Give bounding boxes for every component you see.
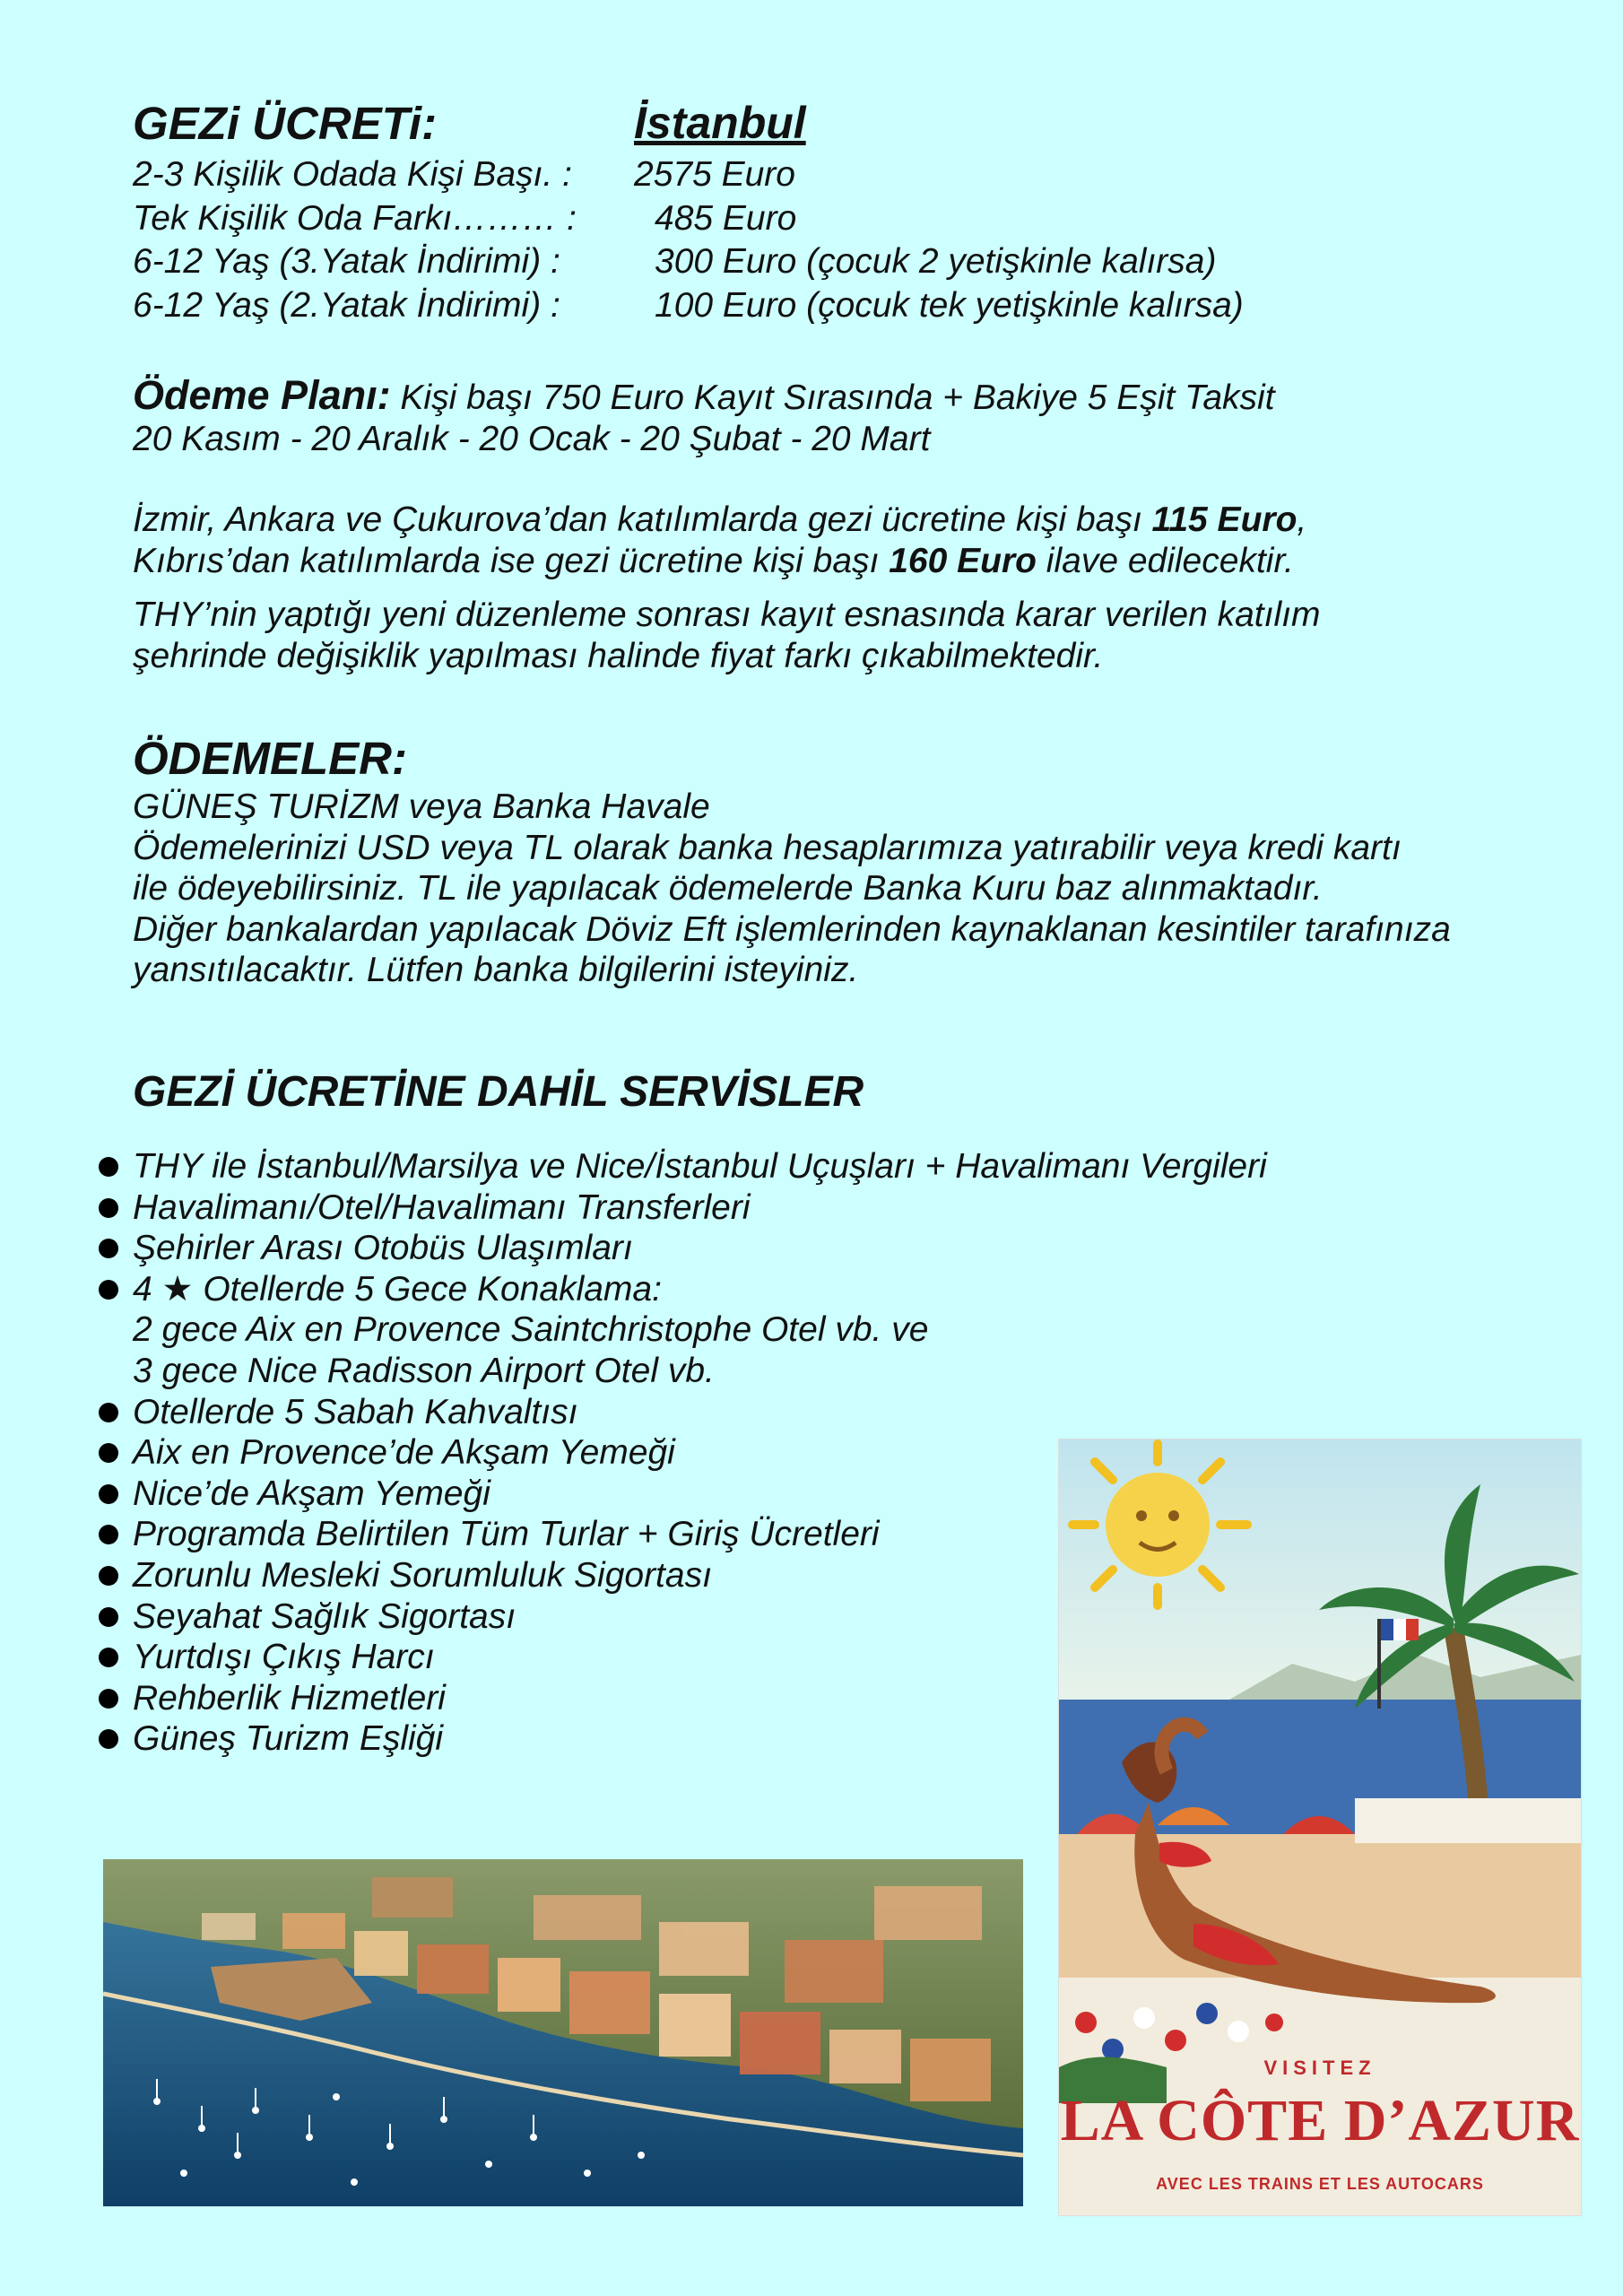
bullet-icon [99, 1198, 118, 1218]
payment-plan-dates: 20 Kasım - 20 Aralık - 20 Ocak - 20 Şubat - 20 Mart [133, 420, 931, 458]
fee-row-label: Tek Kişilik Oda Farkı……… : [133, 199, 577, 238]
payment-plan-line1 [133, 374, 1275, 420]
bullet-icon [99, 1729, 118, 1749]
thy-note-line-2: şehrinde değişiklik yapılması halinde fiyat farkı çıkabilmektedir. [133, 637, 1104, 675]
fee-row-value: 2575 Euro [634, 155, 795, 194]
list-item-text: Aix en Provence’de Akşam Yemeği [133, 1433, 675, 1473]
surcharge-text: Kıbrıs’dan katılımlarda ise gezi ücretine kişi başı [133, 542, 890, 580]
list-item-text: Otellerde 5 Sabah Kahvaltısı [133, 1392, 578, 1431]
list-item-sub [99, 1351, 1267, 1392]
bullet-icon [99, 1280, 118, 1300]
surcharge-line-1 [133, 499, 1306, 542]
bullet-icon [99, 1689, 118, 1709]
list-item-text: Şehirler Arası Otobüs Ulaşımları [133, 1229, 633, 1268]
list-item-text: Seyahat Sağlık Sigortası [133, 1596, 516, 1636]
surcharge-amount: 160 Euro [889, 542, 1037, 580]
list-item-text: Yurtdışı Çıkış Harcı [133, 1638, 435, 1677]
surcharge-line-2 [133, 540, 1294, 583]
surcharge-amount: 115 Euro [1151, 500, 1298, 539]
list-item-text: Programda Belirtilen Tüm Turlar + Giriş Ücretleri [133, 1515, 880, 1554]
list-item-text: Otellerde 5 Gece Konaklama: [193, 1269, 662, 1309]
poster-title: LA CÔTE D’AZUR [1060, 2088, 1580, 2153]
poster-subtitle: AVEC LES TRAINS ET LES AUTOCARS [1156, 2175, 1484, 2193]
fee-row-label: 6-12 Yaş (2.Yatak İndirimi) : [133, 286, 560, 325]
thy-note-line-1: THY’nin yaptığı yeni düzenleme sonrası kayıt esnasında karar verilen katılım [133, 596, 1321, 634]
payments-line: GÜNEŞ TURİZM veya Banka Havale [133, 787, 710, 826]
list-item [99, 1187, 1267, 1229]
list-item-sub [99, 1309, 1267, 1351]
cote-dazur-poster [1058, 1439, 1582, 2216]
payments-text [133, 787, 1451, 991]
poster-visitez: VISITEZ [1263, 2057, 1376, 2079]
payments-line: yansıtılacaktır. Lütfen banka bilgilerini isteyiniz. [133, 951, 859, 990]
fee-city: İstanbul [634, 98, 806, 148]
payments-line: ile ödeyebilirsiniz. TL ile yapılacak ödemelerde Banka Kuru baz alınmaktadır. [133, 869, 1323, 909]
fee-row-value: 300 Euro (çocuk 2 yetişkinle kalırsa) [655, 242, 1217, 281]
bullet-icon [99, 1443, 118, 1463]
list-item-text: Havalimanı/Otel/Havalimanı Transferleri [133, 1187, 751, 1227]
harbor-photo [103, 1859, 1023, 2206]
payment-plan-label: Ödeme Planı: [133, 372, 391, 418]
list-item-text: Nice’de Akşam Yemeği [133, 1474, 490, 1513]
surcharge-text: ilave edilecektir. [1036, 542, 1294, 580]
fee-row-label: 6-12 Yaş (3.Yatak İndirimi) : [133, 242, 560, 281]
star-icon: ★ [161, 1269, 194, 1309]
list-item-text: Zorunlu Mesleki Sorumluluk Sigortası [133, 1555, 712, 1595]
list-item [99, 1228, 1267, 1269]
list-item-text: Rehberlik Hizmetleri [133, 1678, 446, 1718]
services-title: GEZİ ÜCRETİNE DAHİL SERVİSLER [133, 1068, 864, 1116]
payments-line: Ödemelerinizi USD veya TL olarak banka hesaplarımıza yatırabilir veya kredi kartı [133, 828, 1402, 867]
fee-row-value: 100 Euro (çocuk tek yetişkinle kalırsa) [655, 286, 1244, 325]
list-item-text: 2 gece Aix en Provence Saintchristophe Otel vb. ve [133, 1310, 929, 1350]
list-item-text: 4 [133, 1269, 162, 1309]
list-item-text: 3 gece Nice Radisson Airport Otel vb. [133, 1351, 715, 1390]
bullet-icon [99, 1648, 118, 1667]
surcharge-text: İzmir, Ankara ve Çukurova’dan katılımlarda gezi ücretine kişi başı [133, 500, 1152, 539]
list-item [99, 1146, 1267, 1187]
fee-row-value: 485 Euro [655, 199, 797, 238]
list-item [99, 1269, 1267, 1310]
fee-row-label: 2-3 Kişilik Odada Kişi Başı. : [133, 155, 572, 194]
bullet-icon [99, 1403, 118, 1422]
list-item [99, 1392, 1267, 1433]
bullet-icon [99, 1525, 118, 1544]
payment-plan-text: Kişi başı 750 Euro Kayıt Sırasında + Bakiye 5 Eşit Taksit [400, 378, 1275, 417]
bullet-icon [99, 1566, 118, 1586]
payments-line: Diğer bankalardan yapılacak Döviz Eft işlemlerinden kaynaklanan kesintiler tarafınıza [133, 909, 1451, 949]
list-item-text: THY ile İstanbul/Marsilya ve Nice/İstanbul Uçuşları + Havalimanı Vergileri [133, 1147, 1267, 1186]
bullet-icon [99, 1157, 118, 1177]
surcharge-text: , [1297, 500, 1307, 539]
bullet-icon [99, 1607, 118, 1627]
list-item-text: Güneş Turizm Eşliği [133, 1719, 444, 1759]
payments-title: ÖDEMELER: [133, 733, 407, 784]
bullet-icon [99, 1484, 118, 1504]
bullet-icon [99, 1239, 118, 1258]
fee-title: GEZi ÜCRETi: [133, 98, 438, 149]
